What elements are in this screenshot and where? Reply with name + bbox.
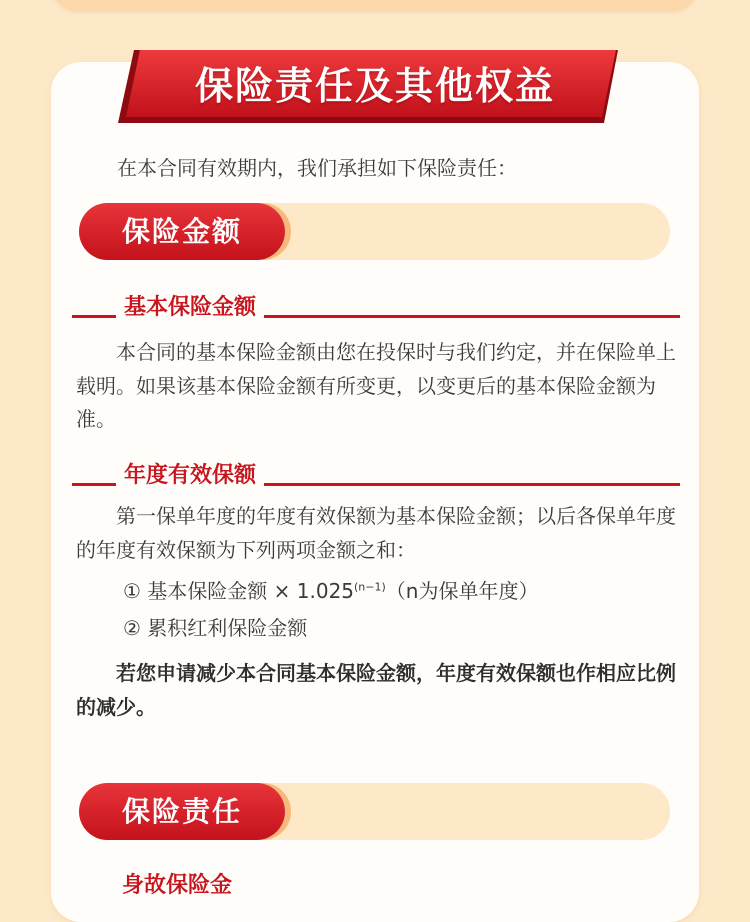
pill-label-sum-insured: 保险金额 [121, 215, 242, 248]
section-pill-sum-insured [79, 203, 670, 260]
heading-rule-right [264, 315, 680, 318]
formula-exponent: (n−1) [354, 580, 386, 594]
heading-rule-left [72, 315, 116, 318]
formula-item-1 [123, 575, 538, 604]
basic-sum-paragraph: 本合同的基本保险金额由您在投保时与我们约定，并在保险单上载明。如果该基本保险金额有所变更，以变更后的基本保险金额为准。 [76, 340, 676, 431]
subheading-death-benefit: 身故保险金 [122, 873, 233, 898]
formula-item-2: ② 累积红利保险金额 [123, 616, 308, 640]
formula-item-1-note: （n为保单年度） [385, 579, 539, 603]
banner-title: 保险责任及其他权益 [194, 64, 555, 108]
subheading-annual-amount [72, 458, 680, 494]
section-banner [118, 50, 632, 123]
section-pill-liability [79, 783, 670, 840]
annual-amount-paragraph: 第一保单年度的年度有效保额为基本保险金额；以后各保单年度的年度有效保额为下列两项金额之和： [76, 504, 676, 562]
heading-rule-right [264, 483, 680, 486]
intro-text: 在本合同有效期内，我们承担如下保险责任： [117, 156, 517, 180]
formula-item-1-main: ① 基本保险金额 × 1.025 [123, 579, 355, 603]
reduction-note: 若您申请减少本合同基本保险金额，年度有效保额也作相应比例的减少。 [76, 661, 676, 719]
heading-rule-left [72, 483, 116, 486]
subheading-annual-amount-label: 年度有效保额 [124, 463, 257, 488]
previous-section-edge [52, 0, 698, 10]
subheading-basic-sum [72, 290, 680, 326]
subheading-basic-sum-label: 基本保险金额 [124, 295, 257, 320]
pill-label-liability: 保险责任 [121, 795, 242, 828]
